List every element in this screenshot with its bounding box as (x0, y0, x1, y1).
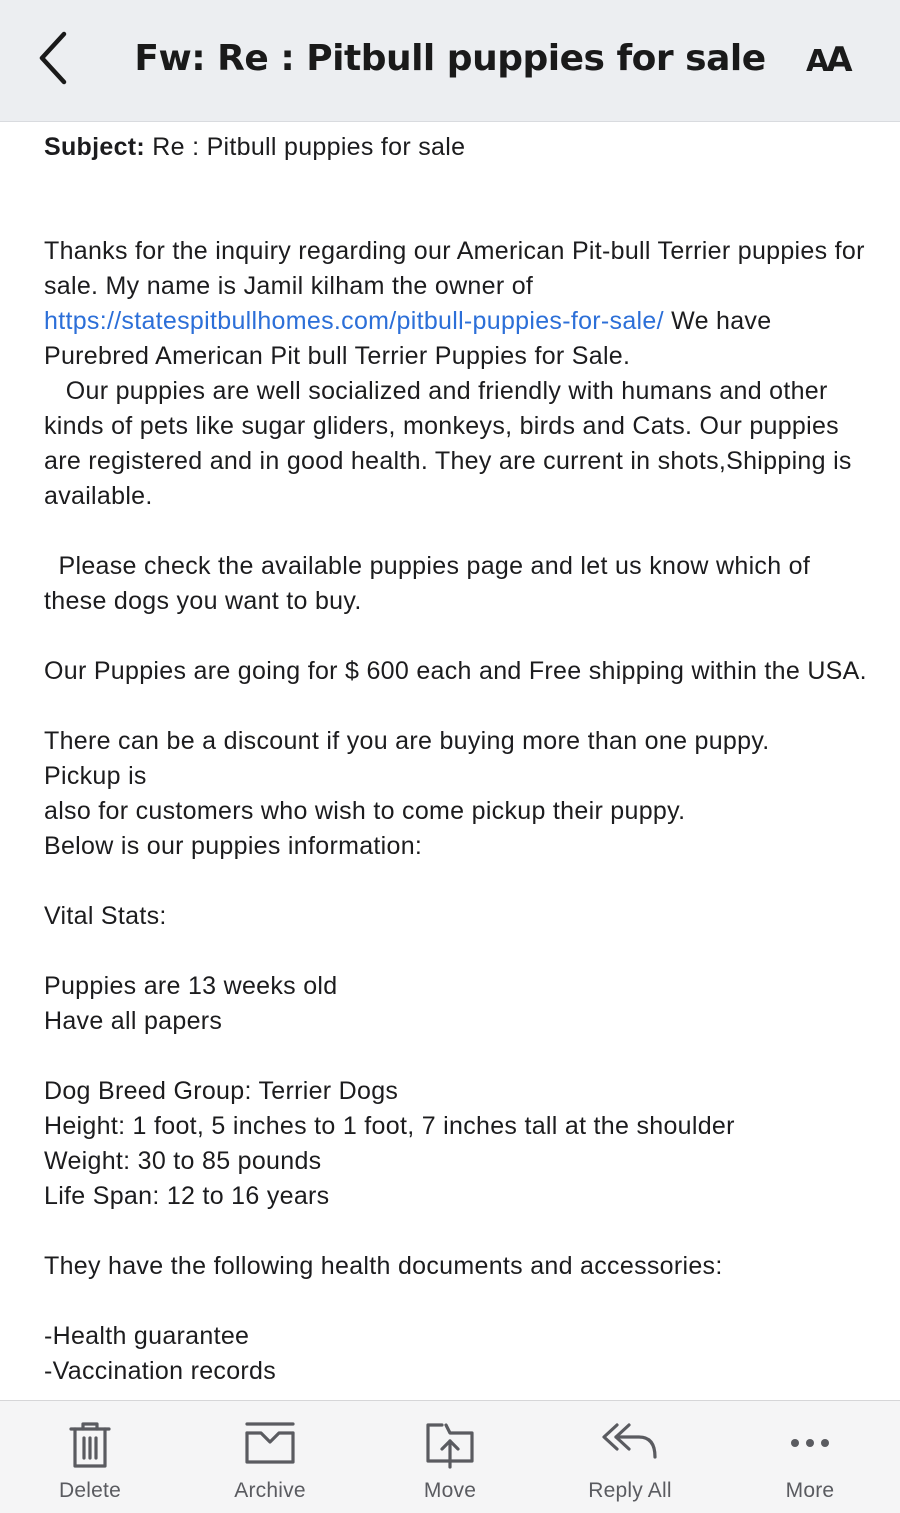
move-icon (424, 1421, 476, 1469)
website-link[interactable]: https://statespitbullhomes.com/pitbull-puppies-for-sale/ (44, 307, 664, 335)
paragraph-discount-line4: Below is our puppies information: (44, 832, 423, 860)
intro-text: Thanks for the inquiry regarding our American Pit-bull Terrier puppies for sale. My name is Jamil kilham the owner of (44, 237, 872, 300)
paragraph-discount-line3: also for customers who wish to come pickup their puppy. (44, 797, 686, 825)
reply-all-button[interactable] (540, 1401, 720, 1513)
vital-stats-heading: Vital Stats: (44, 902, 167, 930)
back-button[interactable] (30, 28, 80, 88)
move-label: Move (423, 1479, 477, 1502)
paragraph-discount-line1: There can be a discount if you are buying more than one puppy. (44, 727, 770, 755)
text-size-button[interactable] (806, 40, 850, 80)
reply-all-icon (601, 1421, 659, 1461)
text-size-icon-small: A (806, 44, 827, 79)
top-navigation-bar (0, 0, 900, 122)
reply-all-label: Reply All (588, 1479, 672, 1502)
email-body-scroll[interactable] (0, 122, 900, 1400)
more-dots-icon (790, 1421, 830, 1465)
text-size-icon-big: A (826, 40, 850, 80)
paragraph-intro (44, 234, 874, 374)
paragraph-socialized: Our puppies are well socialized and friendly with humans and other kinds of pets like sugar gliders, monkeys, birds and Cats. Our puppies are registered and in good health. They are current in shots,Shipping is available. (44, 377, 859, 510)
stat-height: Height: 1 foot, 5 inches to 1 foot, 7 inches tall at the shoulder (44, 1112, 735, 1140)
health-documents-heading: They have the following health documents and accessories: (44, 1252, 723, 1280)
paragraph-check-available: Please check the available puppies page and let us know which of these dogs you want to buy. (44, 552, 818, 615)
stat-weight: Weight: 30 to 85 pounds (44, 1147, 322, 1175)
subject-line (44, 130, 874, 165)
subject-label: Subject: (44, 133, 146, 161)
more-button[interactable] (720, 1401, 900, 1513)
stat-papers: Have all papers (44, 1007, 223, 1035)
bottom-toolbar (0, 1400, 900, 1513)
archive-button[interactable] (180, 1401, 360, 1513)
archive-icon (243, 1421, 297, 1465)
subject-value: Re : Pitbull puppies for sale (145, 133, 466, 161)
chevron-left-icon (30, 28, 80, 88)
stat-lifespan: Life Span: 12 to 16 years (44, 1182, 330, 1210)
delete-button[interactable] (0, 1401, 180, 1513)
email-body (44, 130, 874, 1389)
move-button[interactable] (360, 1401, 540, 1513)
more-label: More (785, 1479, 835, 1502)
list-item-partial: -Vaccination records (44, 1357, 277, 1385)
email-title: Fw: Re : Pitbull puppies for sale (134, 38, 766, 79)
stat-age: Puppies are 13 weeks old (44, 972, 338, 1000)
intro-text-end: We have Purebred American Pit bull Terrier Puppies for Sale. (44, 307, 779, 370)
trash-icon (68, 1421, 112, 1469)
list-item-health-guarantee: -Health guarantee (44, 1322, 250, 1350)
paragraph-price: Our Puppies are going for $ 600 each and Free shipping within the USA. (44, 657, 867, 685)
delete-label: Delete (59, 1479, 121, 1502)
paragraph-discount-line2: Pickup is (44, 762, 147, 790)
stat-breed-group: Dog Breed Group: Terrier Dogs (44, 1077, 399, 1105)
archive-label: Archive (234, 1479, 306, 1502)
